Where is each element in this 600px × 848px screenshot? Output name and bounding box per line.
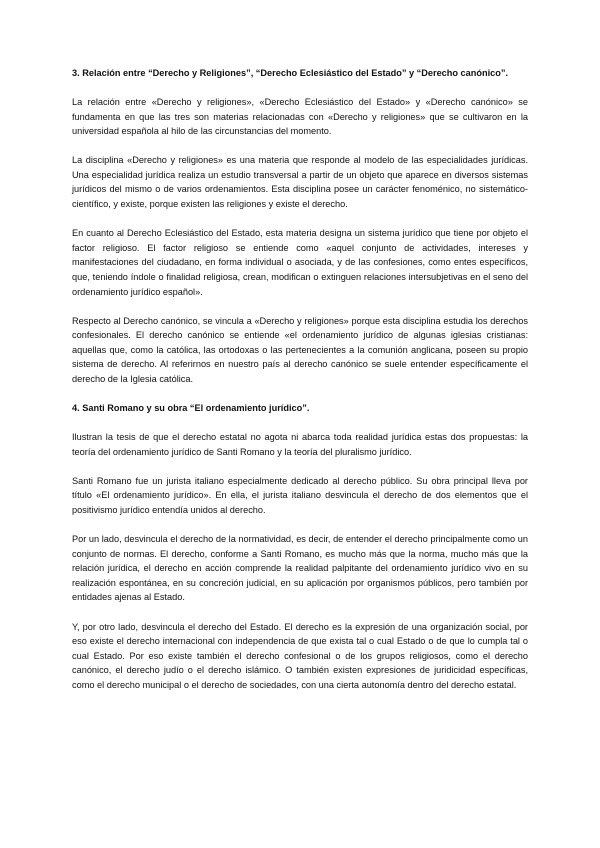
paragraph-canonico: Respecto al Derecho canónico, se vincula a «Derecho y religiones» porque esta disciplina estudia los derechos confesionales. El derecho canónico se entiende «el ordenamiento jurídico de algunas iglesias cristianas: aquellas que, como la católica, las ortodoxas o las pertenecientes a la comunión anglicana, poseen su propio sistema de derecho. Al referirnos en nuestro país al derecho canónico se suele entender específicamente el derecho de la Iglesia católica. — [72, 315, 528, 384]
paragraph-estado: Y, por otro lado, desvincula el derecho del Estado. El derecho es la expresión de una organización social, por eso existe el derecho internacional con independencia de que exista tal o cual Estado o de que lo cumpla tal o cual Estado. Por eso existe también el derecho confesional o de los grupos religiosos, como el derecho canónico, el derecho judío o el derecho islámico. O también existen expresiones de juridicidad específicas, como el derecho municipal o el derecho de sociedades, con una cierta autonomía dentro del derecho estatal. — [72, 621, 528, 690]
paragraph-normatividad: Por un lado, desvincula el derecho de la normatividad, es decir, de entender el derecho principalmente como un conjunto de normas. El derecho, conforme a Santi Romano, es mucho más que la norma, mucho más que la relación jurídica, el derecho en acción comprende la realidad palpitante del ordenamiento jurídico vivo en su realización espontánea, en su concreción judicial, en su aplicación por organismos públicos, pero también por entidades ajenas al Estado. — [72, 534, 528, 603]
paragraph-tesis: Ilustran la tesis de que el derecho estatal no agota ni abarca toda realidad jurídica estas dos propuestas: la teoría del ordenamiento jurídico de Santi Romano y la teoría del pluralismo jurídico. — [72, 432, 528, 457]
section-heading-4: 4. Santi Romano y su obra “El ordenamiento jurídico”. — [72, 403, 310, 414]
document-page — [72, 66, 528, 707]
paragraph-relation: La relación entre «Derecho y religiones», «Derecho Eclesiástico del Estado» y «Derecho canónico» se fundamenta en que las tres son materias relacionadas con «Derecho y religiones» que se cultivaron en la universidad española al hilo de las circunstancias del momento. — [72, 97, 528, 137]
paragraph-santi-romano: Santi Romano fue un jurista italiano especialmente dedicado al derecho público. Su obra principal lleva por título «El ordenamiento jurídico». En ella, el jurista italiano desvincula el derecho de dos elementos que el positivismo jurídico entendía unidos al derecho. — [72, 475, 528, 515]
paragraph-discipline: La disciplina «Derecho y religiones» es una materia que responde al modelo de las especialidades jurídicas. Una especialidad jurídica realiza un estudio transversal a partir de un objeto que aparece en diversos sistemas jurídicos del mismo o de varios ordenamientos. Esta disciplina posee un carácter fenoménico, no sistemático-científico, y existe, porque existen las religiones y existe el derecho. — [72, 155, 528, 210]
paragraph-eclesiastico: En cuanto al Derecho Eclesiástico del Estado, esta materia designa un sistema jurídico que tiene por objeto el factor religioso. El factor religioso se entiende como «aquel conjunto de actividades, intereses y manifestaciones del ciudadano, en forma individual o asociada, y de las confesiones, como entes específicos, que, teniendo índole o finalidad religiosa, crean, modifican o extinguen relaciones intersubjetivas en el seno del ordenamiento jurídico español». — [72, 228, 528, 297]
section-heading-3: 3. Relación entre “Derecho y Religiones”, “Derecho Eclesiástico del Estado” y “Derecho canónico”. — [72, 68, 509, 78]
